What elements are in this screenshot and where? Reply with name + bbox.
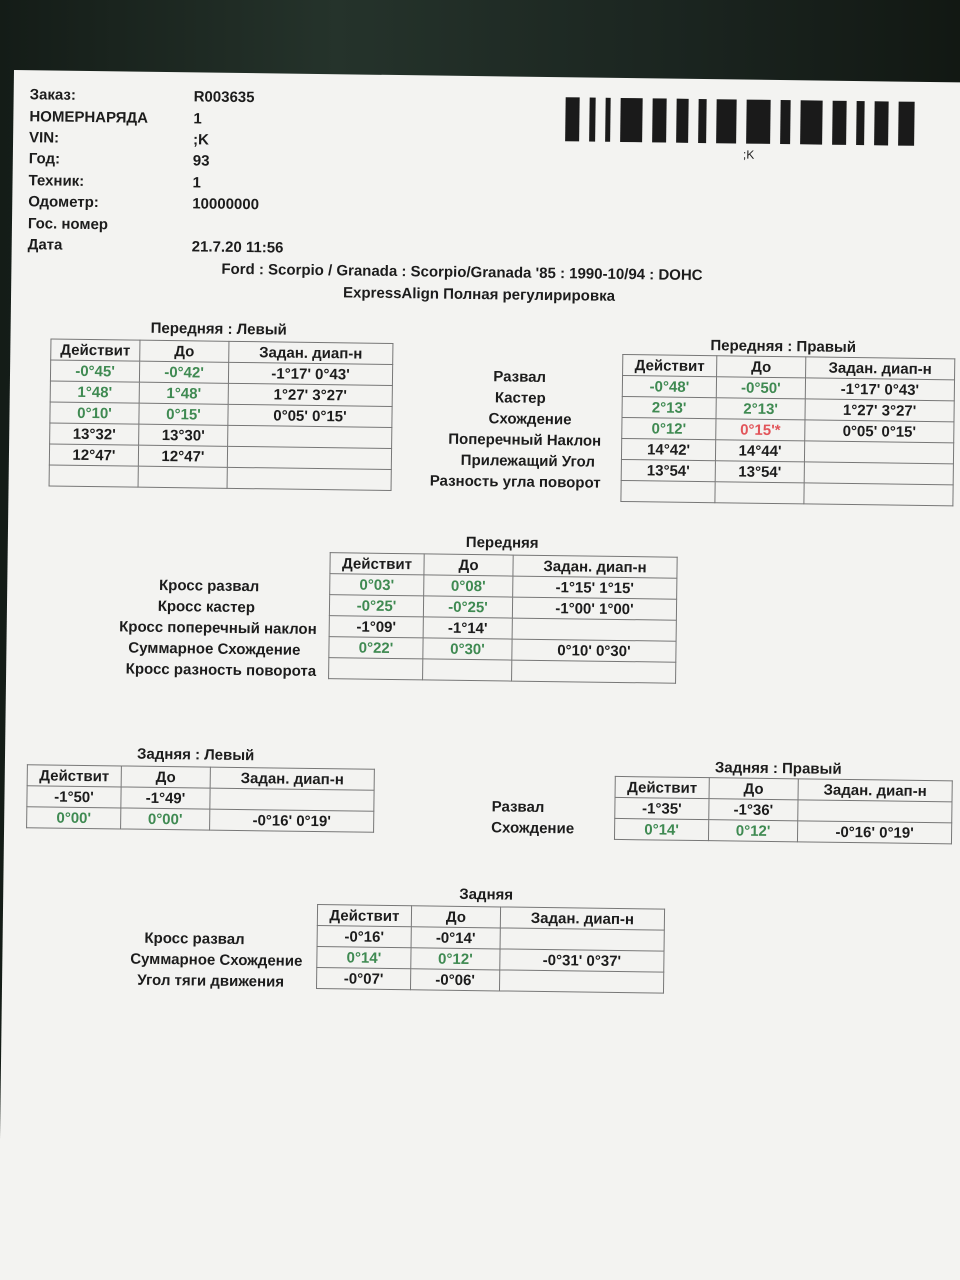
col-before: До [424,554,513,576]
cell [621,480,715,502]
row-label: Поперечный Наклон [448,430,602,450]
printout-sheet [0,70,960,1280]
cell: -1°50' [27,786,121,808]
row-label: Кросс развал [144,929,245,949]
cell: -0°16' 0°19' [797,821,951,844]
cell: 0°10' 0°30' [512,639,676,662]
cell: 2°13' [622,396,716,418]
row-label: Суммарное Схождение [128,639,301,659]
procedure-line: ExpressAlign Полная регулирировка [343,284,616,305]
cell: 13°30' [139,424,228,446]
front-cross-table [328,552,678,684]
cell: -0°07' [317,968,411,990]
front-right-table [620,354,955,506]
cell: 13°54' [621,459,715,481]
col-spec-range: Задан. диап-н [513,555,677,578]
col-before: До [709,778,798,800]
front-row-labels [405,365,603,494]
cell [500,928,664,951]
cell [804,441,953,464]
worksheet-label: НОМЕРНАРЯДА [29,108,149,127]
cell: 0°10' [50,402,139,424]
cell-out-of-range: 0°15'* [716,419,805,441]
rear-row-labels [434,796,575,840]
cell [228,425,392,448]
col-before: До [121,766,210,788]
row-label: Угол тяги движения [137,971,285,991]
front-cross-title: Передняя [465,533,539,552]
barcode-image [565,97,946,146]
cell: -0°25' [329,595,423,617]
date-label: Дата [27,236,63,254]
front-cross-row-labels [70,574,317,682]
cell: 0°14' [317,947,411,969]
year-label: Год: [28,150,61,168]
col-actual: Действит [623,354,717,376]
cell: -1°14' [423,617,512,639]
cell [227,446,391,469]
row-label: Разность угла поворот [429,472,601,492]
vehicle-line: Ford : Scorpio / Granada : Scorpio/Granada '85 : 1990-10/94 : DOHC [221,260,703,285]
row-label: Суммарное Схождение [130,950,303,970]
cell [210,788,374,811]
cell: -0°48' [622,375,716,397]
cell: -1°15' 1°15' [513,576,677,599]
cell: -0°06' [410,969,499,991]
cell [804,462,953,485]
technician-value: 1 [192,174,201,192]
col-actual: Действит [27,765,121,787]
cell [512,660,676,683]
row-label: Прилежащий Угол [460,451,596,471]
cell: -0°45' [50,360,139,382]
vin-value: ;K [192,131,210,149]
col-before: До [140,340,229,362]
order-value: R003635 [193,88,255,107]
cell: 13°32' [50,423,139,445]
rear-left-title: Задняя : Левый [136,745,255,765]
cell: 1°27' 3°27' [805,399,954,422]
table-row [614,818,951,843]
cell [227,467,391,490]
vin-label: VIN: [29,129,60,147]
cell: 0°03' [330,574,424,596]
cell: 14°42' [621,438,715,460]
worksheet-value: 1 [193,110,202,128]
cell: 0°05' 0°15' [805,420,954,443]
cell [138,466,227,488]
row-label: Схождение [488,410,572,429]
col-actual: Действит [317,905,411,927]
col-spec-range: Задан. диап-н [210,767,374,790]
col-actual: Действит [51,339,140,361]
cell: -1°49' [121,787,210,809]
cell: 2°13' [716,398,805,420]
cell: 0°12' [708,820,797,842]
front-left-title: Передняя : Левый [150,319,287,339]
col-spec-range: Задан. диап-н [500,907,664,930]
cell: -1°36' [709,799,798,821]
rear-right-title: Задняя : Правый [714,759,842,778]
col-actual: Действит [330,553,424,575]
cell: 0°08' [424,575,513,597]
cell: 14°44' [715,440,804,462]
row-label: Развал [493,368,547,386]
cell: -1°35' [615,797,709,819]
cell: -1°17' 0°43' [805,378,954,401]
rear-cross-row-labels [62,927,303,993]
cell [715,482,804,504]
cell: 0°00' [27,807,121,829]
rear-cross-table [316,904,665,994]
cell: -0°14' [411,927,500,949]
cell: -0°16' 0°19' [210,809,374,832]
row-label: Кросс поперечный наклон [119,618,317,639]
cell: 0°05' 0°15' [228,404,392,427]
cell: 1°48' [139,382,228,404]
front-right-title: Передняя : Правый [710,337,857,357]
rear-right-table [614,776,953,844]
cell: -1°00' 1°00' [512,597,676,620]
cell: 12°47' [138,445,227,467]
cell: 0°00' [121,808,210,830]
cell: 1°27' 3°27' [228,383,392,406]
cell: -0°42' [139,361,228,383]
cell [804,483,953,506]
cell [49,465,138,487]
cell [423,659,512,681]
cell [499,970,663,993]
cell: -0°50' [716,377,805,399]
header-block [14,70,960,257]
cell: 0°15' [139,403,228,425]
cell: 0°30' [423,638,512,660]
cell: 0°12' [622,417,716,439]
col-spec-range: Задан. диап-н [806,357,955,380]
cell: 0°22' [329,637,423,659]
rear-cross-title: Задняя [459,885,514,904]
cell: 12°47' [49,444,138,466]
table-row [27,807,374,833]
row-label: Развал [491,798,545,817]
row-label: Кросс кастер [157,597,256,617]
cell: 0°14' [614,818,708,840]
barcode-caption: ;K [742,147,755,162]
cell [329,658,423,680]
row-label: Кросс разность поворота [125,660,317,681]
cell: 0°12' [411,948,500,970]
cell: -0°31' 0°37' [500,949,664,972]
row-label: Схождение [491,819,575,838]
table-row [329,658,676,684]
table-row [49,465,391,490]
odometer-label: Одометр: [28,193,99,212]
cell: 1°48' [50,381,139,403]
cell: -1°09' [329,616,423,638]
row-label: Кастер [494,389,546,407]
order-label: Заказ: [29,86,77,104]
col-spec-range: Задан. диап-н [798,779,952,802]
row-label: Кросс развал [158,576,260,596]
cell [798,800,952,823]
cell: 13°54' [715,461,804,483]
front-left-table [49,339,394,491]
col-before: До [411,906,500,928]
col-spec-range: Задан. диап-н [229,341,393,364]
cell: -1°17' 0°43' [228,362,392,385]
technician-label: Техник: [28,172,85,190]
table-row [317,968,664,994]
year-value: 93 [192,152,210,170]
odometer-value: 10000000 [192,195,260,214]
col-before: До [717,356,806,378]
table-row [621,480,953,505]
plate-label: Гос. номер [27,215,109,234]
col-actual: Действит [615,776,709,798]
date-value: 21.7.20 11:56 [191,238,284,257]
rear-left-table [26,764,375,833]
cell [512,618,676,641]
cell: -0°16' [317,926,411,948]
cell: -0°25' [423,596,512,618]
